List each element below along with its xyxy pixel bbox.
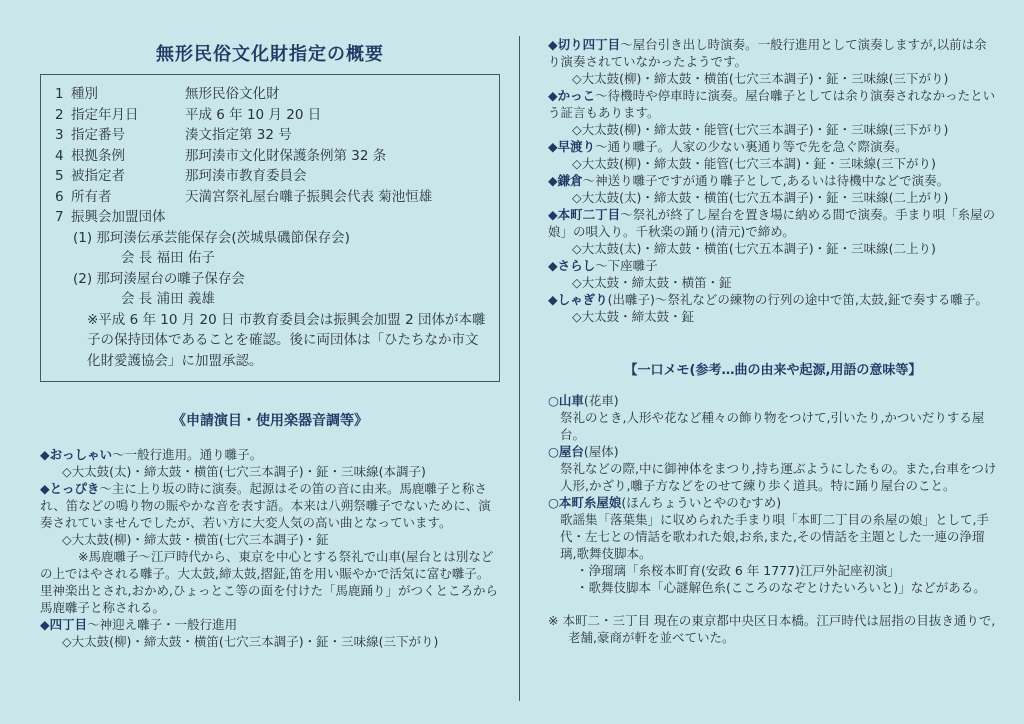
memo-heading: 【一口メモ(参考…曲の由来や起源,用語の意味等】	[624, 363, 922, 378]
repertoire-item	[40, 446, 500, 480]
item-title: ◆しゃぎり	[548, 292, 608, 307]
repertoire-item	[548, 206, 998, 257]
memo-text: 祭礼などの際,中に御神体をまつり,持ち運ぶようにしたもの。また,台車をつけ人形,かざり,囃子方などをのせて練り歩く道具。特に踊り屋台のこと。	[560, 461, 997, 493]
instrument-line: ◇大太鼓(柳)・締太鼓・能管(七穴三本調)・鉦・三味線(三下がり)	[572, 156, 936, 171]
item-title: ◆鎌倉	[548, 173, 583, 188]
repertoire-item	[548, 87, 998, 138]
row-value: 那珂湊市文化財保護条例第 32 条	[185, 147, 387, 164]
memo-term: ○山車	[548, 393, 584, 408]
summary-row	[55, 187, 487, 208]
right-column	[548, 36, 998, 646]
repertoire-item	[548, 36, 998, 87]
item-description: 〜主に上り坂の時に演奏。起源はその笛の音に由来。馬鹿囃子と称され、笛などの鳴り物の賑やかな音を表す語。本来は八朔祭囃子でないために、演奏されていませんでしたが、若い方に大変人気の高い曲となっています。	[40, 481, 491, 530]
memo-reading: (ほんちょういとやのむすめ)	[621, 495, 782, 510]
memo-text: 祭礼のとき,人形や花など種々の飾り物をつけて,引いたり,かついだりする屋台。	[560, 410, 985, 442]
repertoire-item	[548, 172, 998, 206]
item-title: ◆さらし	[548, 258, 596, 273]
memo-reading: (花車)	[583, 393, 619, 408]
item-description: (出囃子)〜祭礼などの練物の行列の途中で笛,太鼓,鉦で奏する囃子。	[607, 292, 988, 307]
row-number: 2	[55, 106, 64, 123]
memo-reading: (屋体)	[583, 444, 619, 459]
row-value: 無形民俗文化財	[185, 86, 280, 102]
summary-note: ※平成 6 年 10 月 20 日 市教育委員会は振興会加盟 2 団体が本囃子の保持団体であることを確認。後に両団体は「ひたちなか市文化財愛護協会」に加盟承認。	[87, 311, 486, 369]
memo-entry	[548, 392, 998, 443]
instrument-line: ◇大太鼓(太)・締太鼓・横笛(七穴五本調子)・鉦・三味線(二上がり)	[572, 190, 949, 205]
summary-row	[55, 84, 487, 105]
row-label: 指定番号	[71, 127, 125, 143]
item-title: ◆早渡り	[548, 139, 596, 154]
item-description: 〜待機時や停車時に演奏。屋台囃子としては余り演奏されなかったという証言もあります。	[548, 88, 996, 120]
row-number: 5	[55, 168, 64, 184]
item-title: ◆おっしゃい	[40, 447, 113, 462]
memo-note: ※ 本町二・三丁目 現在の東京都中央区日本橋。江戸時代は屈指の目抜き通りで,老舗,豪商が軒を並べていた。	[548, 613, 996, 645]
summary-row	[55, 105, 487, 126]
instrument-line: ◇大太鼓(太)・締太鼓・横笛(七穴三本調子)・鉦・三味線(本調子)	[62, 464, 426, 479]
item-title: ◆切り四丁目	[548, 37, 621, 52]
summary-row	[55, 166, 487, 187]
summary-box	[40, 74, 500, 382]
column-divider	[519, 36, 520, 701]
item-title: ◆四丁目	[40, 617, 88, 632]
repertoire-item	[548, 257, 998, 291]
item-note: ※馬鹿囃子〜江戸時代から、東京を中心とする祭礼で山車(屋台とは別などの上ではやされる囃子。大太鼓,締太鼓,摺鉦,笛を用い賑やかで活気に富む囃子。里神楽出とされ,おかめ,ひょっとこ等の面を付けた「馬鹿踊り」がつくところから馬鹿囃子と称される。	[40, 549, 498, 615]
repertoire-item	[548, 138, 998, 172]
left-column	[40, 40, 500, 650]
row-label: 被指定者	[71, 168, 125, 184]
row-value: 平成 6 年 10 月 20 日	[185, 106, 322, 123]
row-number: 7	[55, 209, 64, 225]
row-number: 4	[55, 147, 64, 164]
memo-term: ○屋台	[548, 444, 584, 459]
item-description: 〜屋台引き出し時演奏。一般行進用として演奏しますが,以前は余り演奏されていなかったようです。	[548, 37, 987, 69]
item-description: 〜神迎え囃子・一般行進用	[87, 617, 238, 632]
repertoire-item	[40, 616, 500, 650]
repertoire-item	[548, 291, 998, 325]
memo-entry	[548, 494, 998, 596]
row-number: 6	[55, 188, 64, 205]
row-number: 1	[55, 86, 64, 102]
item-description: 〜下座囃子	[595, 258, 658, 273]
item-description: 〜祭礼が終了し屋台を置き場に納める間で演奏。手まり唄「糸屋の娘」の唄入り。千秋楽の踊り(清元)で締め。	[548, 207, 996, 239]
instrument-line: ◇大太鼓・締太鼓・横笛・鉦	[572, 275, 732, 290]
group-leader: 会 長 浦田 義雄	[121, 291, 215, 307]
item-title: ◆とっぴき	[40, 481, 100, 496]
group-name: (2) 那珂湊屋台の囃子保存会	[73, 270, 245, 287]
memo-entry	[548, 443, 998, 494]
memo-text: 歌謡集「落葉集」に収められた手まり唄「本町二丁目の糸屋の娘」として,手代・左七との情話を歌われた娘,お糸,また,その情話を主題とした一連の浄瑠璃,歌舞伎脚本。	[560, 512, 989, 561]
row-value: 天満宮祭礼屋台囃子振興会代表 菊池恒雄	[185, 188, 433, 205]
summary-row	[55, 207, 487, 228]
row-value: 那珂湊市教育委員会	[185, 168, 307, 184]
summary-row	[55, 146, 487, 167]
instrument-line: ◇大太鼓・締太鼓・鉦	[572, 309, 695, 324]
instrument-line: ◇大太鼓(柳)・締太鼓・能管(七穴三本調子)・鉦・三味線(三下がり)	[572, 122, 949, 137]
row-label: 種別	[71, 86, 98, 102]
item-title: ◆本町二丁目	[548, 207, 621, 222]
memo-bullet: ・歌舞伎脚本「心謎解色糸(こころのなぞとけたいろいと)」などがある。	[576, 580, 986, 595]
page-title: 無形民俗文化財指定の概要	[156, 44, 384, 65]
row-label: 指定年月日	[71, 106, 139, 123]
row-label: 振興会加盟団体	[71, 209, 166, 225]
item-description: 〜通り囃子。人家の少ない裏通り等で先を急ぐ際演奏。	[595, 139, 908, 154]
instrument-line: ◇大太鼓(柳)・締太鼓・横笛(七穴三本調子)・鉦	[62, 532, 329, 547]
row-label: 所有者	[71, 188, 112, 205]
summary-row	[55, 125, 487, 146]
item-title: ◆かっこ	[548, 88, 596, 103]
group-leader: 会 長 福田 佑子	[121, 250, 215, 266]
instrument-line: ◇大太鼓(柳)・締太鼓・横笛(七穴三本調子)・鉦・三味線(三下がり)	[572, 71, 949, 86]
memo-bullet: ・浄瑠璃「糸桜本町育(安政 6 年 1777)江戸外記座初演」	[576, 563, 900, 578]
instrument-line: ◇大太鼓(太)・締太鼓・横笛(七穴五本調子)・鉦・三味線(二上り)	[572, 241, 936, 256]
group-name: (1) 那珂湊伝承芸能保存会(茨城県磯節保存会)	[73, 229, 350, 246]
item-description: 〜神送り囃子ですが通り囃子として,あるいは待機中などで演奏。	[582, 173, 950, 188]
repertoire-heading: 《申請演目・使用楽器音調等》	[172, 413, 368, 429]
instrument-line: ◇大太鼓(柳)・締太鼓・横笛(七穴三本調子)・鉦・三味線(三下がり)	[62, 634, 439, 649]
memo-term: ○本町糸屋娘	[548, 495, 622, 510]
row-label: 根拠条例	[71, 147, 125, 164]
row-value: 湊文指定第 32 号	[185, 127, 292, 143]
item-description: 〜一般行進用。通り囃子。	[112, 447, 263, 462]
repertoire-item	[40, 480, 500, 616]
row-number: 3	[55, 127, 64, 143]
